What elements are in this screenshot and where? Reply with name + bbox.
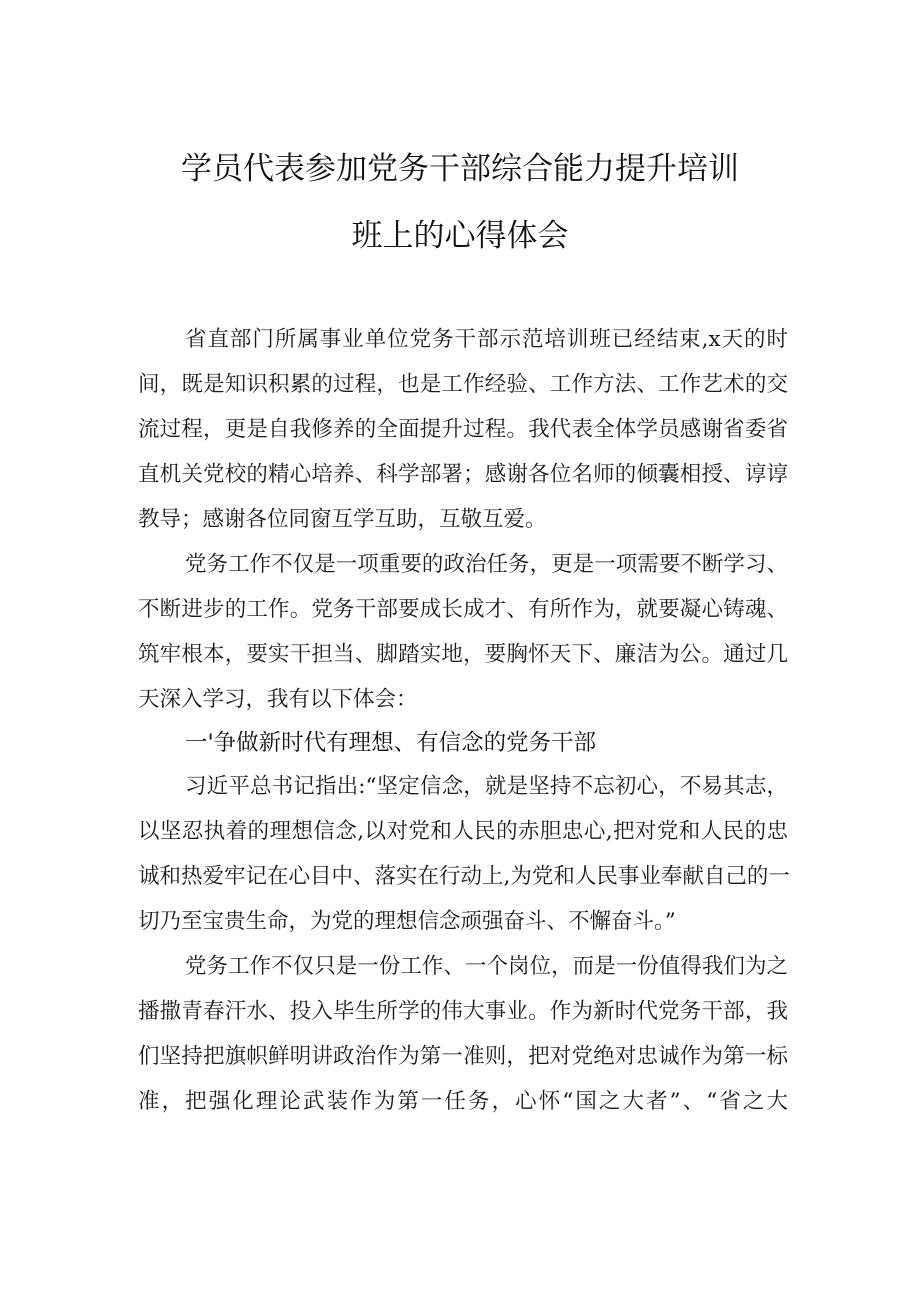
paragraph-3-line-2: 以坚忍执着的理想信念,以对党和人民的赤胆忠心,把对党和人民的忠 <box>138 819 788 844</box>
paragraph-1-line-3: 流过程，更是自我修养的全面提升过程。我代表全体学员感谢省委省 <box>138 417 788 442</box>
section-heading: 一'争做新时代有理想、有信念的党务干部 <box>185 730 597 756</box>
paragraph-2-line-4: 天深入学习，我有以下体会： <box>138 687 418 712</box>
paragraph-3-line-3: 诚和热爱牢记在心目中、落实在行动上,为党和人民事业奉献自己的一 <box>138 864 790 889</box>
document-title-line-1: 学员代表参加党务干部综合能力提升培训 <box>181 151 739 187</box>
paragraph-3-line-4: 切乃至宝贵生命，为党的理想信念顽强奋斗、不懈奋斗。” <box>138 909 676 934</box>
paragraph-4-line-2: 播撒青春汗水、投入毕生所学的伟大事业。作为新时代党务干部，我 <box>138 999 788 1024</box>
paragraph-1-line-5: 教导；感谢各位同窗互学互助，互敬互爱。 <box>138 507 547 532</box>
paragraph-1-line-4: 直机关党校的精心培养、科学部署；感谢各位名师的倾囊相授、谆谆 <box>138 462 788 487</box>
document-title-line-2: 班上的心得体会 <box>351 218 569 254</box>
paragraph-2-line-1: 党务工作不仅是一项重要的政治任务，更是一项需要不断学习、 <box>185 552 788 577</box>
paragraph-3-line-1: 习近平总书记指出:“坚定信念，就是坚持不忘初心，不易其志， <box>185 774 788 799</box>
paragraph-4-line-1: 党务工作不仅只是一份工作、一个岗位，而是一份值得我们为之 <box>185 954 788 979</box>
paragraph-4-line-4: 准，把强化理论武装作为第一任务，心怀“国之大者”、“省之大 <box>138 1089 788 1114</box>
paragraph-2-line-3: 筑牢根本，要实干担当、脚踏实地，要胸怀天下、廉洁为公。通过几 <box>138 642 788 667</box>
paragraph-1-line-1: 省直部门所属事业单位党务干部示范培训班已经结束,x天的时 <box>185 327 788 352</box>
paragraph-4-line-3: 们坚持把旗帜鲜明讲政治作为第一准则，把对党绝对忠诚作为第一标 <box>138 1044 788 1069</box>
paragraph-2-line-2: 不断进步的工作。党务干部要成长成才、有所作为，就要凝心铸魂、 <box>138 597 788 622</box>
paragraph-1-line-2: 间，既是知识积累的过程，也是工作经验、工作方法、工作艺术的交 <box>138 372 788 397</box>
